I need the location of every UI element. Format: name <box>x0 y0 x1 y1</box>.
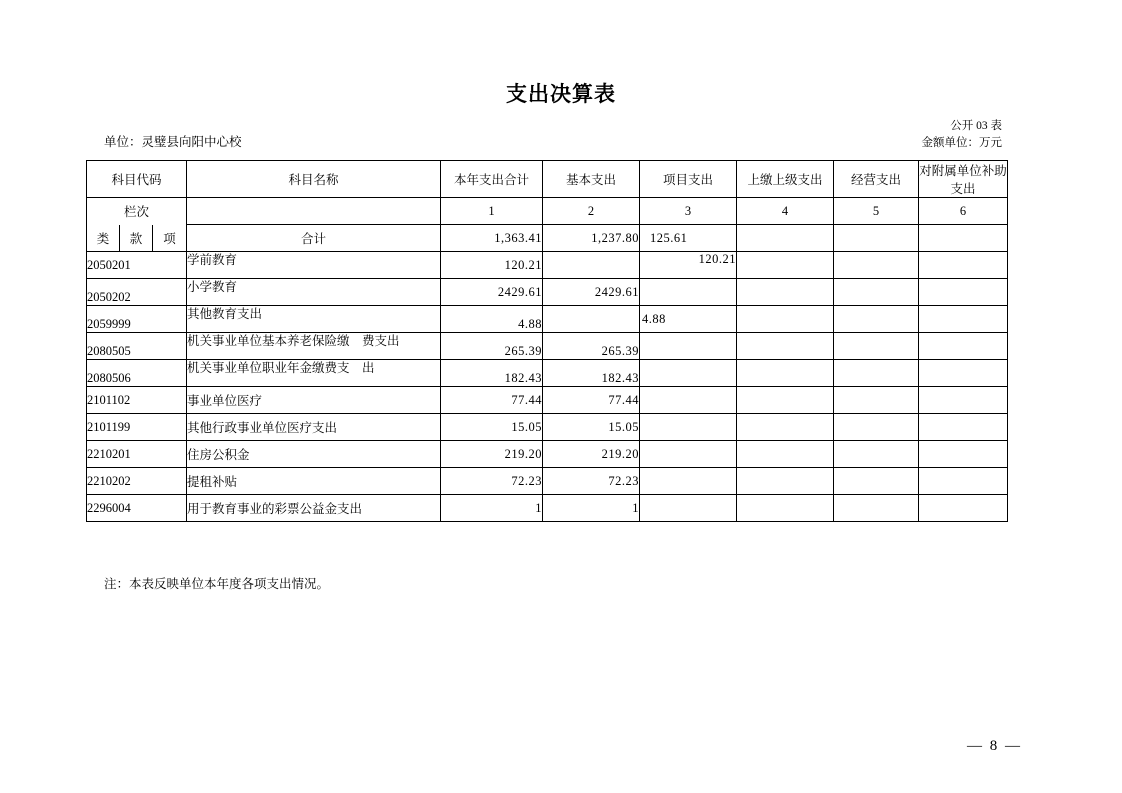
row-value-5 <box>834 333 919 360</box>
row-value-3 <box>640 468 737 495</box>
page-title: 支出决算表 <box>506 82 616 106</box>
table-row <box>87 360 1008 387</box>
row-value-4 <box>737 441 834 468</box>
lane-label: 栏次 <box>87 198 187 225</box>
form-meta <box>922 118 1003 152</box>
row-value-4 <box>737 360 834 387</box>
row-value-5 <box>834 360 919 387</box>
row-value-6 <box>919 333 1008 360</box>
row-value-2: 265.39 <box>601 343 640 358</box>
table-row <box>87 252 1008 279</box>
row-value-5 <box>834 306 919 333</box>
row-value-3 <box>640 441 737 468</box>
row-value-3 <box>640 414 737 441</box>
row-value-5 <box>834 414 919 441</box>
row-value-6 <box>919 387 1008 414</box>
row-value-1: 1 <box>441 495 543 522</box>
row-value-5 <box>834 387 919 414</box>
header-col-2: 基本支出 <box>543 161 640 198</box>
row-code: 2050202 <box>87 289 131 304</box>
row-name: 事业单位医疗 <box>187 387 441 414</box>
row-code: 2210202 <box>87 468 187 495</box>
page-number: — 8 — <box>967 738 1022 754</box>
table-row <box>87 306 1008 333</box>
row-value-2: 2429.61 <box>543 279 640 306</box>
row-value-6 <box>919 495 1008 522</box>
row-value-3 <box>640 387 737 414</box>
row-name: 机关事业单位职业年金缴费支 出 <box>187 361 375 375</box>
row-value-3 <box>640 333 737 360</box>
row-value-6 <box>919 468 1008 495</box>
row-value-4 <box>737 495 834 522</box>
row-value-5 <box>834 252 919 279</box>
table-row <box>87 441 1008 468</box>
row-value-3 <box>640 279 737 306</box>
header-col-4: 上缴上级支出 <box>737 161 834 198</box>
row-value-5 <box>834 441 919 468</box>
row-name: 其他教育支出 <box>187 307 263 321</box>
table-row <box>87 495 1008 522</box>
table-row <box>87 414 1008 441</box>
form-code: 公开 03 表 <box>950 120 1002 132</box>
total-value-1: 1,363.41 <box>441 225 543 252</box>
header-code: 科目代码 <box>87 161 187 198</box>
row-name: 学前教育 <box>187 253 238 267</box>
row-value-6 <box>919 252 1008 279</box>
row-value-4 <box>737 387 834 414</box>
row-value-6 <box>919 414 1008 441</box>
lane-num-1: 1 <box>441 198 543 225</box>
lane-num-3: 3 <box>640 198 737 225</box>
code-subheader-xiang: 项 <box>153 225 187 252</box>
row-value-4 <box>737 306 834 333</box>
row-code: 2080506 <box>87 370 131 385</box>
lane-row <box>87 198 1008 225</box>
table-row <box>87 333 1008 360</box>
row-value-4 <box>737 279 834 306</box>
total-value-6 <box>919 225 1008 252</box>
row-value-6 <box>919 441 1008 468</box>
row-value-2: 77.44 <box>543 387 640 414</box>
row-value-3: 4.88 <box>640 306 737 333</box>
header-col-5: 经营支出 <box>834 161 919 198</box>
amount-unit: 金额单位：万元 <box>921 137 1002 149</box>
row-value-1: 4.88 <box>518 316 543 331</box>
row-value-1: 15.05 <box>441 414 543 441</box>
table-row <box>87 387 1008 414</box>
lane-num-5: 5 <box>834 198 919 225</box>
row-name: 机关事业单位基本养老保险缴 费支出 <box>187 334 400 348</box>
row-name: 小学教育 <box>187 280 238 294</box>
row-name: 用于教育事业的彩票公益金支出 <box>187 495 441 522</box>
row-code: 2101102 <box>87 387 187 414</box>
row-value-5 <box>834 495 919 522</box>
row-value-4 <box>737 468 834 495</box>
row-value-1: 219.20 <box>441 441 543 468</box>
table-row <box>87 468 1008 495</box>
row-code: 2050201 <box>87 252 187 279</box>
header-name: 科目名称 <box>187 161 441 198</box>
lane-num-4: 4 <box>737 198 834 225</box>
total-value-3: 125.61 <box>640 225 737 252</box>
lane-num-2: 2 <box>543 198 640 225</box>
row-value-2 <box>543 306 640 333</box>
row-value-1: 2429.61 <box>441 279 543 306</box>
total-row <box>87 225 1008 252</box>
row-value-6 <box>919 360 1008 387</box>
row-value-2: 1 <box>543 495 640 522</box>
row-value-6 <box>919 306 1008 333</box>
row-name: 其他行政事业单位医疗支出 <box>187 414 441 441</box>
row-value-1: 182.43 <box>504 370 543 385</box>
row-value-6 <box>919 279 1008 306</box>
row-code: 2059999 <box>87 316 131 331</box>
row-value-3: 120.21 <box>698 251 737 266</box>
row-value-5 <box>834 279 919 306</box>
row-value-1: 120.21 <box>441 252 543 279</box>
row-value-2: 72.23 <box>543 468 640 495</box>
row-value-1: 72.23 <box>441 468 543 495</box>
total-value-4 <box>737 225 834 252</box>
row-code: 2101199 <box>87 414 187 441</box>
row-value-2: 15.05 <box>543 414 640 441</box>
table-row <box>87 279 1008 306</box>
row-name: 住房公积金 <box>187 441 441 468</box>
total-label: 合计 <box>187 225 441 252</box>
row-code: 2080505 <box>87 343 131 358</box>
lane-spacer <box>187 198 441 225</box>
row-value-3 <box>640 495 737 522</box>
table-header-row <box>87 161 1008 198</box>
row-value-2: 182.43 <box>601 370 640 385</box>
code-subheader-lei: 类 <box>87 225 120 252</box>
total-value-2: 1,237.80 <box>543 225 640 252</box>
row-value-3 <box>640 360 737 387</box>
total-value-5 <box>834 225 919 252</box>
row-code: 2296004 <box>87 495 187 522</box>
row-value-4 <box>737 252 834 279</box>
header-col-1: 本年支出合计 <box>441 161 543 198</box>
row-value-2 <box>543 252 640 279</box>
header-col-6: 对附属单位补助支出 <box>919 161 1008 198</box>
row-value-4 <box>737 333 834 360</box>
row-name: 提租补贴 <box>187 468 441 495</box>
row-value-1: 265.39 <box>504 343 543 358</box>
code-subheader-kuan: 款 <box>120 225 153 252</box>
row-value-1: 77.44 <box>441 387 543 414</box>
row-value-4 <box>737 414 834 441</box>
table-note: 注：本表反映单位本年度各项支出情况。 <box>104 577 330 591</box>
header-col-3: 项目支出 <box>640 161 737 198</box>
lane-num-6: 6 <box>919 198 1008 225</box>
row-value-2: 219.20 <box>543 441 640 468</box>
expenditure-table <box>86 160 1008 522</box>
unit-label: 单位：灵璧县向阳中心校 <box>104 135 242 149</box>
row-code: 2210201 <box>87 441 187 468</box>
row-value-5 <box>834 468 919 495</box>
